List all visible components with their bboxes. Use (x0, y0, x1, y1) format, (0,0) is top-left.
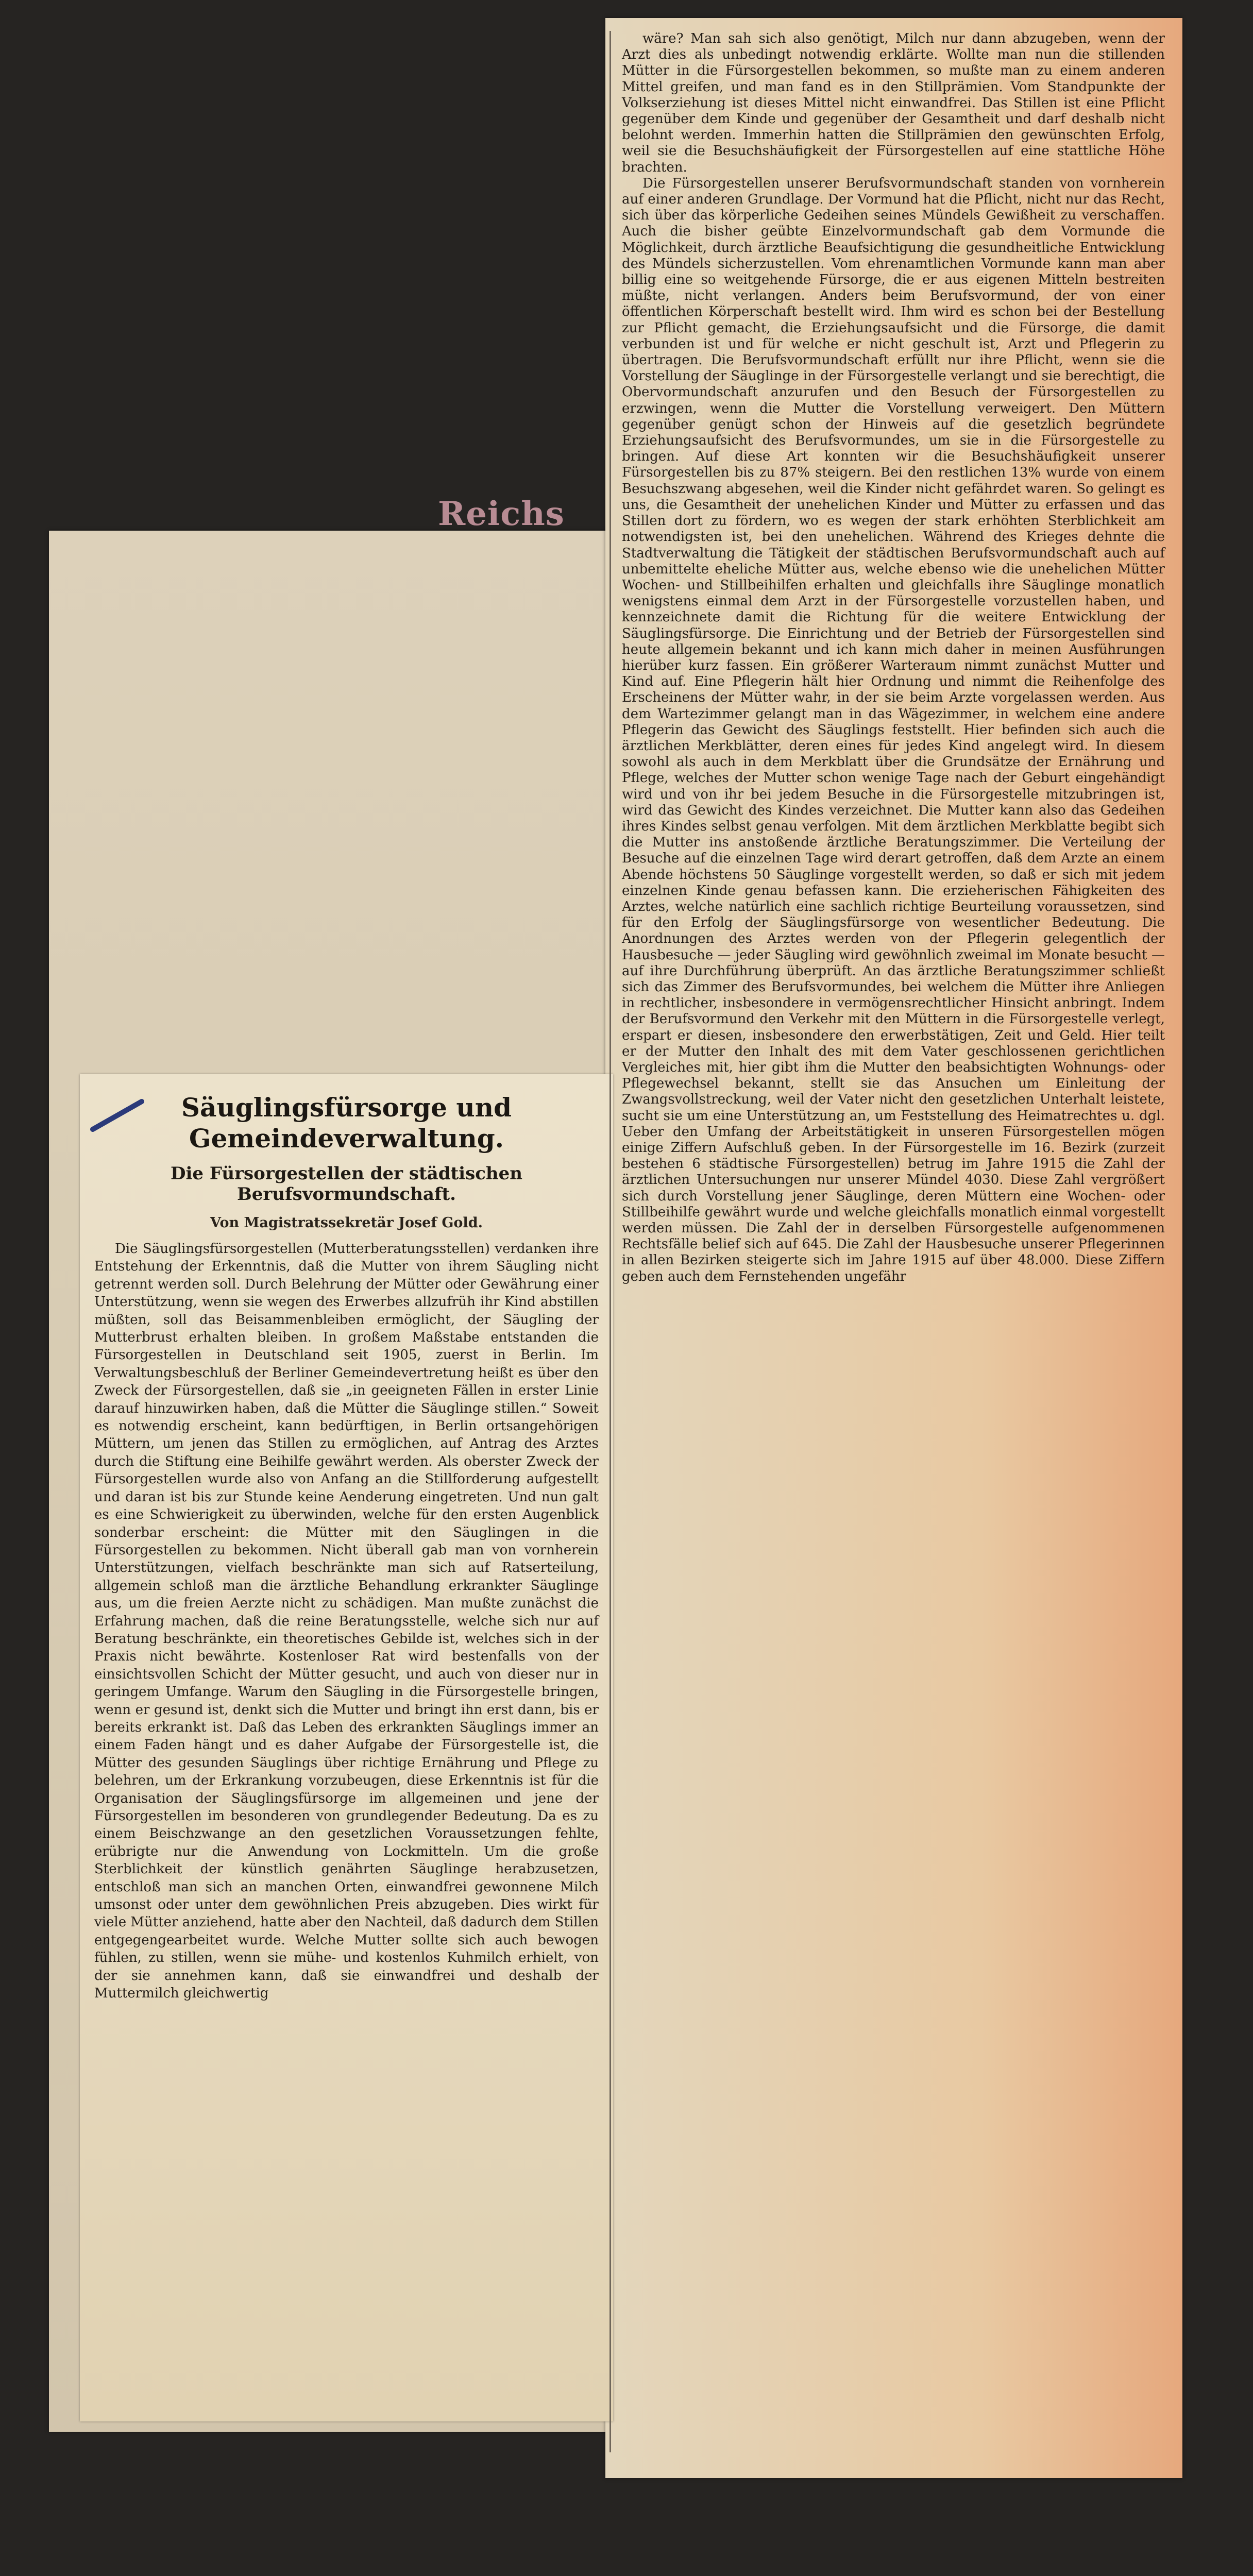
article-subheadline: Die Fürsorgestellen der städtischen Berufsvormundschaft. (170, 1163, 523, 1205)
pen-stroke-mark (90, 1097, 147, 1133)
article-headline: Säuglingsfürsorge und Gemeindeverwaltung. (181, 1092, 512, 1154)
body-paragraph: wäre? Man sah sich also genötigt, Milch nur dann abzugeben, wenn der Arzt dies als unbedingt notwendig erklärte. Wollte man nun die stillenden Mütter in die Fürsorgestellen bekommen, so mußte man zu einem anderen Mittel greifen, und man fand es in den Stillprämien. Vom Standpunkte der Volkserziehung ist dieses Mittel nicht einwandfrei. Das Stillen ist eine Pflicht gegenüber dem Kinde und gegenüber der Gesamtheit und darf deshalb nicht belohnt werden. Immerhin hatten die Stillprämien den gewünschten Erfolg, weil sie die Besuchshäufigkeit der Fürsorgestellen auf eine stattliche Höhe brachten. (622, 31, 1165, 175)
article-left-column (80, 1074, 613, 2421)
archive-stamp: Reichs (438, 495, 565, 533)
body-paragraph: Die Fürsorgestellen unserer Berufsvormundschaft standen von vornherein auf einer anderen Grundlage. Der Vormund hat die Pflicht, nicht nur das Recht, sich über das körperliche Gedeihen seines Mündels Gewißheit zu verschaffen. Auch die bisher geübte Einzelvormundschaft gab dem Vormunde die Möglichkeit, durch ärztliche Beaufsichtigung die gesundheitliche Entwicklung des Mündels sicherzustellen. Vom ehrenamtlichen Vormunde kann man aber billig eine so weitgehende Fürsorge, die er aus eigenen Mitteln bestreiten müßte, nicht verlangen. Anders beim Berufsvormund, der von einer öffentlichen Körperschaft bestellt wird. Ihm wird es schon bei der Bestellung zur Pflicht gemacht, die Erziehungsaufsicht und die Fürsorge, die damit verbunden ist und für welche er nicht geschult ist, Arzt und Pflegerin zu übertragen. Die Berufsvormundschaft erfüllt nur ihre Pflicht, wenn sie die Vorstellung der Säuglinge in der Fürsorgestelle verlangt und sie berechtigt, die Obervormundschaft anzurufen und den Besuch der Fürsorgestellen zu erzwingen, wenn die Mutter die Vorstellung verweigert. Den Müttern gegenüber genügt schon der Hinweis auf die gesetzlich begründete Erziehungsaufsicht des Berufsvormundes, um sie in die Fürsorgestelle zu bringen. Auf diese Art konnten wir die Besuchshäufigkeit unserer Fürsorgestellen bis zu 87% steigern. Bei den restlichen 13% wurde von einem Besuchszwang abgesehen, weil die Kinder nicht gefährdet waren. So gelingt es uns, die Gesamtheit der unehelichen Kinder und Mütter zu erfassen und das Stillen dort zu fördern, wo es wegen der stark erhöhten Sterblichkeit am notwendigsten ist, bei den unehelichen. Während des Krieges dehnte die Stadtverwaltung die Tätigkeit der städtischen Berufsvormundschaft auch auf unbemittelte eheliche Mütter aus, welche ebenso wie die unehelichen Mütter Wochen- und Stillbeihilfen erhalten und gleichfalls ihre Säuglinge monatlich wenigstens einmal dem Arzt in der Fürsorgestelle vorzustellen haben, und kennzeichnete damit die Richtung für die weitere Entwicklung der Säuglingsfürsorge. Die Einrichtung und der Betrieb der Fürsorgestellen sind heute allgemein bekannt und ich kann mich daher in meinen Ausführungen hierüber kurz fassen. Ein größerer Warteraum nimmt zunächst Mutter und Kind auf. Eine Pflegerin hält hier Ordnung und nimmt die Reihenfolge des Erscheinens der Mütter wahr, in der sie beim Arzte vorgelassen werden. Aus dem Wartezimmer gelangt man in das Wägezimmer, in welchem eine andere Pflegerin das Gewicht des Säuglings feststellt. Hier befinden sich auch die ärztlichen Merkblätter, deren eines für jedes Kind angelegt wird. In diesem sowohl als auch in dem Merkblatt über die Grundsätze der Ernährung und Pflege, welches der Mutter schon wenige Tage nach der Geburt eingehändigt wird und von ihr bei jedem Besuche in die Fürsorgestelle mitzubringen ist, wird das Gewicht des Kindes verzeichnet. Die Mutter kann also das Gedeihen ihres Kindes selbst genau verfolgen. Mit dem ärztlichen Merkblatte begibt sich die Mutter ins anstoßende ärztliche Beratungszimmer. Die Verteilung der Besuche auf die einzelnen Tage wird derart getroffen, daß dem Arzte an einem Abende höchstens 50 Säuglinge vorgestellt werden, so daß er sich mit jedem einzelnen Kinde genau befassen kann. Die erzieherischen Fähigkeiten des Arztes, welche natürlich eine sachlich richtige Beurteilung voraussetzen, sind für den Erfolg der Säuglingsfürsorge von wesentlicher Bedeutung. Die Anordnungen des Arztes werden von der Pflegerin gelegentlich der Hausbesuche — jeder Säugling wird gewöhnlich zweimal im Monate besucht — auf ihre Durchführung überprüft. An das ärztliche Beratungszimmer schließt sich das Zimmer des Berufsvormundes, bei welchem die Mütter ihre Anliegen in rechtlicher, insbesondere in vermögensrechtlicher Hinsicht anbringt. Indem der Berufsvormund den Verkehr mit den Müttern in die Fürsorgestelle verlegt, erspart er diesen, insbesondere den erwerbstätigen, Zeit und Geld. Hier teilt er der Mutter den Inhalt des mit dem Vater geschlossenen gerichtlichen Vergleiches mit, hier gibt ihm die Mutter den beabsichtigten Wohnungs- oder Pflegewechsel bekannt, stellt sie das Ansuchen um Einleitung der Zwangsvollstreckung, weil der Vater nicht den gesetzlichen Unterhalt leistete, sucht sie um eine Unterstützung an, um Feststellung des Heimatrechtes u. dgl. Ueber den Umfang der Arbeitstätigkeit in unseren Fürsorgestellen mögen einige Ziffern Aufschluß geben. In der Fürsorgestelle im 16. Bezirk (zurzeit bestehen 6 städtische Fürsorgestellen) betrug im Jahre 1915 die Zahl der ärztlichen Untersuchungen nur unserer Mündel 4030. Diese Zahl vergrößert sich durch Vorstellung jener Säuglinge, deren Müttern eine Wochen- oder Stillbeihilfe gewährt wurde und welche gleichfalls monatlich einmal vorgestellt werden müssen. Die Zahl der in derselben Fürsorgestelle aufgenommenen Rechtsfälle belief sich auf 645. Die Zahl der Hausbesuche unserer Pflegerinnen in allen Bezirken steigerte sich im Jahre 1915 auf über 48.000. Diese Ziffern geben auch dem Fernstehenden ungefähr (622, 175, 1165, 1284)
column-rule (609, 31, 611, 2452)
body-paragraph: Die Säuglingsfürsorgestellen (Mutterberatungsstellen) verdanken ihre Entstehung der Erkenntnis, daß die Mutter von ihrem Säugling nicht getrennt werden soll. Durch Belehrung der Mütter oder Gewährung einer Unterstützung, wenn sie wegen des Erwerbes allzufrüh ihr Kind abstillen müßten, soll das Beisammenbleiben ermöglicht, der Säugling der Mutterbrust erhalten bleiben. In großem Maßstabe entstanden die Fürsorgestellen in Deutschland seit 1905, zuerst in Berlin. Im Verwaltungsbeschluß der Berliner Gemeindevertretung heißt es über den Zweck der Fürsorgestellen, daß sie „in geeigneten Fällen in erster Linie darauf hinzuwirken haben, daß die Mütter die Säuglinge stillen.“ Soweit es notwendig erscheint, kann bedürftigen, in Berlin ortsangehörigen Müttern, um jenen das Stillen zu ermöglichen, auf Antrag des Arztes durch die Stiftung eine Beihilfe gewährt werden. Als oberster Zweck der Fürsorgestellen wurde also von Anfang an die Stillforderung aufgestellt und daran ist bis zur Stunde keine Aenderung eingetreten. Und nun galt es eine Schwierigkeit zu überwinden, welche für den ersten Augenblick sonderbar erscheint: die Mütter mit den Säuglingen in die Fürsorgestellen zu bekommen. Nicht überall gab man von vornherein Unterstützungen, vielfach beschränkte man sich auf Ratserteilung, allgemein schloß man die ärztliche Behandlung erkrankter Säuglinge aus, um die freien Aerzte nicht zu schädigen. Man mußte zunächst die Erfahrung machen, daß die reine Beratungsstelle, welche sich nur auf Beratung beschränkte, ein theoretisches Gebilde ist, welches sich in der Praxis nicht bewährte. Kostenloser Rat wird bestenfalls von der einsichtsvollen Schicht der Mütter gesucht, und auch von dieser nur in geringem Umfange. Warum den Säugling in die Fürsorgestelle bringen, wenn er gesund ist, denkt sich die Mutter und bringt ihn erst dann, bis er bereits erkrankt ist. Daß das Leben des erkrankten Säuglings immer an einem Faden hängt und es daher Aufgabe der Fürsorgestelle ist, die Mütter des gesunden Säuglings über richtige Ernährung und Pflege zu belehren, um der Erkrankung vorzubeugen, diese Erkenntnis ist für die Organisation der Säuglingsfürsorge im allgemeinen und jene der Fürsorgestellen im besonderen von grundlegender Bedeutung. Da es zu einem Beischzwange an den gesetzlichen Voraussetzungen fehlte, erübrigte nur die Anwendung von Lockmitteln. Um die große Sterblichkeit der künstlich genährten Säuglinge herabzusetzen, entschloß man sich an manchen Orten, einwandfrei gewonnene Milch umsonst oder unter dem gewöhnlichen Preis abzugeben. Dies wirkt für viele Mütter anziehend, hatte aber den Nachteil, daß dadurch dem Stillen entgegengearbeitet wurde. Welche Mutter sollte sich auch bewogen fühlen, zu stillen, wenn sie mühe- und kostenlos Kuhmilch erhielt, von der sie annehmen kann, daß sie einwandfrei und deshalb der Muttermilch gleichwertig (94, 1241, 599, 2002)
article-right-column (616, 31, 1171, 2463)
article-byline: Von Magistratssekretär Josef Gold. (210, 1215, 483, 1231)
